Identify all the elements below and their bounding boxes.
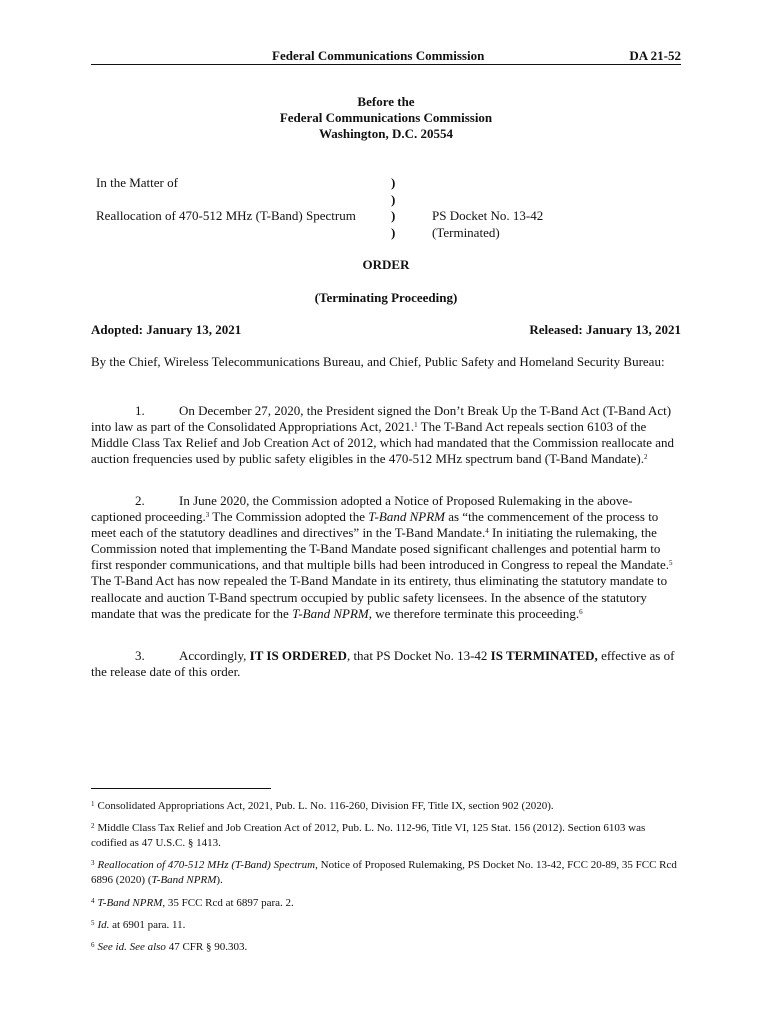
order-title: ORDER — [362, 257, 410, 272]
order-subtitle: (Terminating Proceeding) — [314, 290, 458, 305]
caption-paren: ) — [391, 175, 396, 190]
caption-title: Reallocation of 470-512 MHz (T-Band) Spectrum — [96, 208, 356, 223]
caption-status: (Terminated) — [432, 225, 500, 240]
footnote-2: $^2$ Middle Class Tax Relief and Job Creation Act of 2012, Pub. L. No. 112-96, Title VI, 125 Stat. 156 (2012). Section 6103 was codified as 47 U.S.C. § 1413. — [91, 822, 646, 849]
footnote-divider — [91, 788, 271, 789]
released-date: Released: January 13, 2021 — [529, 322, 681, 337]
footnote-3: $^3$ Reallocation of 470-512 MHz (T-Band) Spectrum, Notice of Proposed Rulemaking, PS Docket No. 13-42, FCC 20-89, 35 FCC Rcd 6896 (2020) (T-Band NPRM). — [91, 859, 677, 886]
paragraph-number: 1. — [135, 403, 145, 418]
footnote-ref: 2 — [643, 453, 648, 462]
adopted-date: Adopted: January 13, 2021 — [91, 322, 242, 337]
paragraph-number: 3. — [135, 648, 145, 663]
footnote-ref: 1 — [414, 421, 418, 430]
footnote-1: $^1$ Consolidated Appropriations Act, 2021, Pub. L. No. 116-260, Division FF, Title IX, section 902 (2020). — [91, 800, 554, 812]
caption-matter: In the Matter of — [96, 175, 178, 190]
footnote-6: $^6$ See id. See also 47 CFR § 90.303. — [91, 941, 248, 953]
paragraph-1: 1. On December 27, 2020, the President signed the Don’t Break Up the T-Band Act (T-Band Act) into law as part of the Consolidated Appropriations Act, 2021.$^1$ The T-Band Act repeals section 6103 of the Middle Class Tax Relief and Job Creation Act of 2012, which had mandated that the Commission reallocate and auction frequencies used by public safety eligibles in the 470-512 MHz spectrum band (T-Band Mandate).$^2$ — [91, 403, 675, 467]
paragraph-2: 2. In June 2020, the Commission adopted a Notice of Proposed Rulemaking in the above-captioned proceeding.$^3$ The Commission adopted the T-Band NPRM as “the commencement of the process to meet each of the statutory deadlines and directives” in the T-Band Mandate.$^4$ In initiating the rulemaking, the Commission noted that implementing the T-Band Mandate posed significant challenges and potential harm to first responder communications, and that multiple bills had been introduced in Congress to repeal the Mandate.$^5$ The T-Band Act has now repealed the T-Band Mandate in its entirety, thus eliminating the statutory mandate to reallocate and auction T-Band spectrum occupied by public safety licensees. In the absence of the statutory mandate that was the predicate for the T-Band NPRM, we therefore terminate this proceeding.$^6$ — [91, 493, 673, 621]
footnote-ref: 3 — [205, 511, 210, 520]
footnote-4: $^4$ T-Band NPRM, 35 FCC Rcd at 6897 para. 2. — [91, 897, 294, 909]
paragraph-number: 2. — [135, 493, 145, 508]
footnote-5: $^5$ Id. at 6901 para. 11. — [91, 919, 186, 931]
caption-paren: ) — [391, 208, 396, 223]
before-block — [91, 94, 681, 142]
before-location: Washington, D.C. 20554 — [319, 126, 453, 141]
footnote-ref: 5 — [669, 559, 673, 568]
footnote-ref: 6 — [579, 607, 583, 616]
paragraph-3: 3. Accordingly, IT IS ORDERED, that PS Docket No. 13-42 IS TERMINATED, effective as of the release date of this order. — [91, 648, 675, 680]
caption-docket: PS Docket No. 13-42 — [432, 208, 544, 223]
header-agency: Federal Communications Commission — [272, 48, 485, 63]
before-agency: Federal Communications Commission — [279, 110, 493, 125]
caption-paren: ) — [391, 225, 396, 240]
caption-paren: ) — [391, 192, 396, 207]
footnote-ref: 4 — [485, 527, 489, 536]
before-line: Before the — [357, 94, 415, 109]
header-doc-number: DA 21-52 — [629, 48, 681, 63]
intro-paragraph: By the Chief, Wireless Telecommunications Bureau, and Chief, Public Safety and Homeland Security Bureau: — [91, 354, 665, 369]
running-header — [91, 48, 681, 65]
